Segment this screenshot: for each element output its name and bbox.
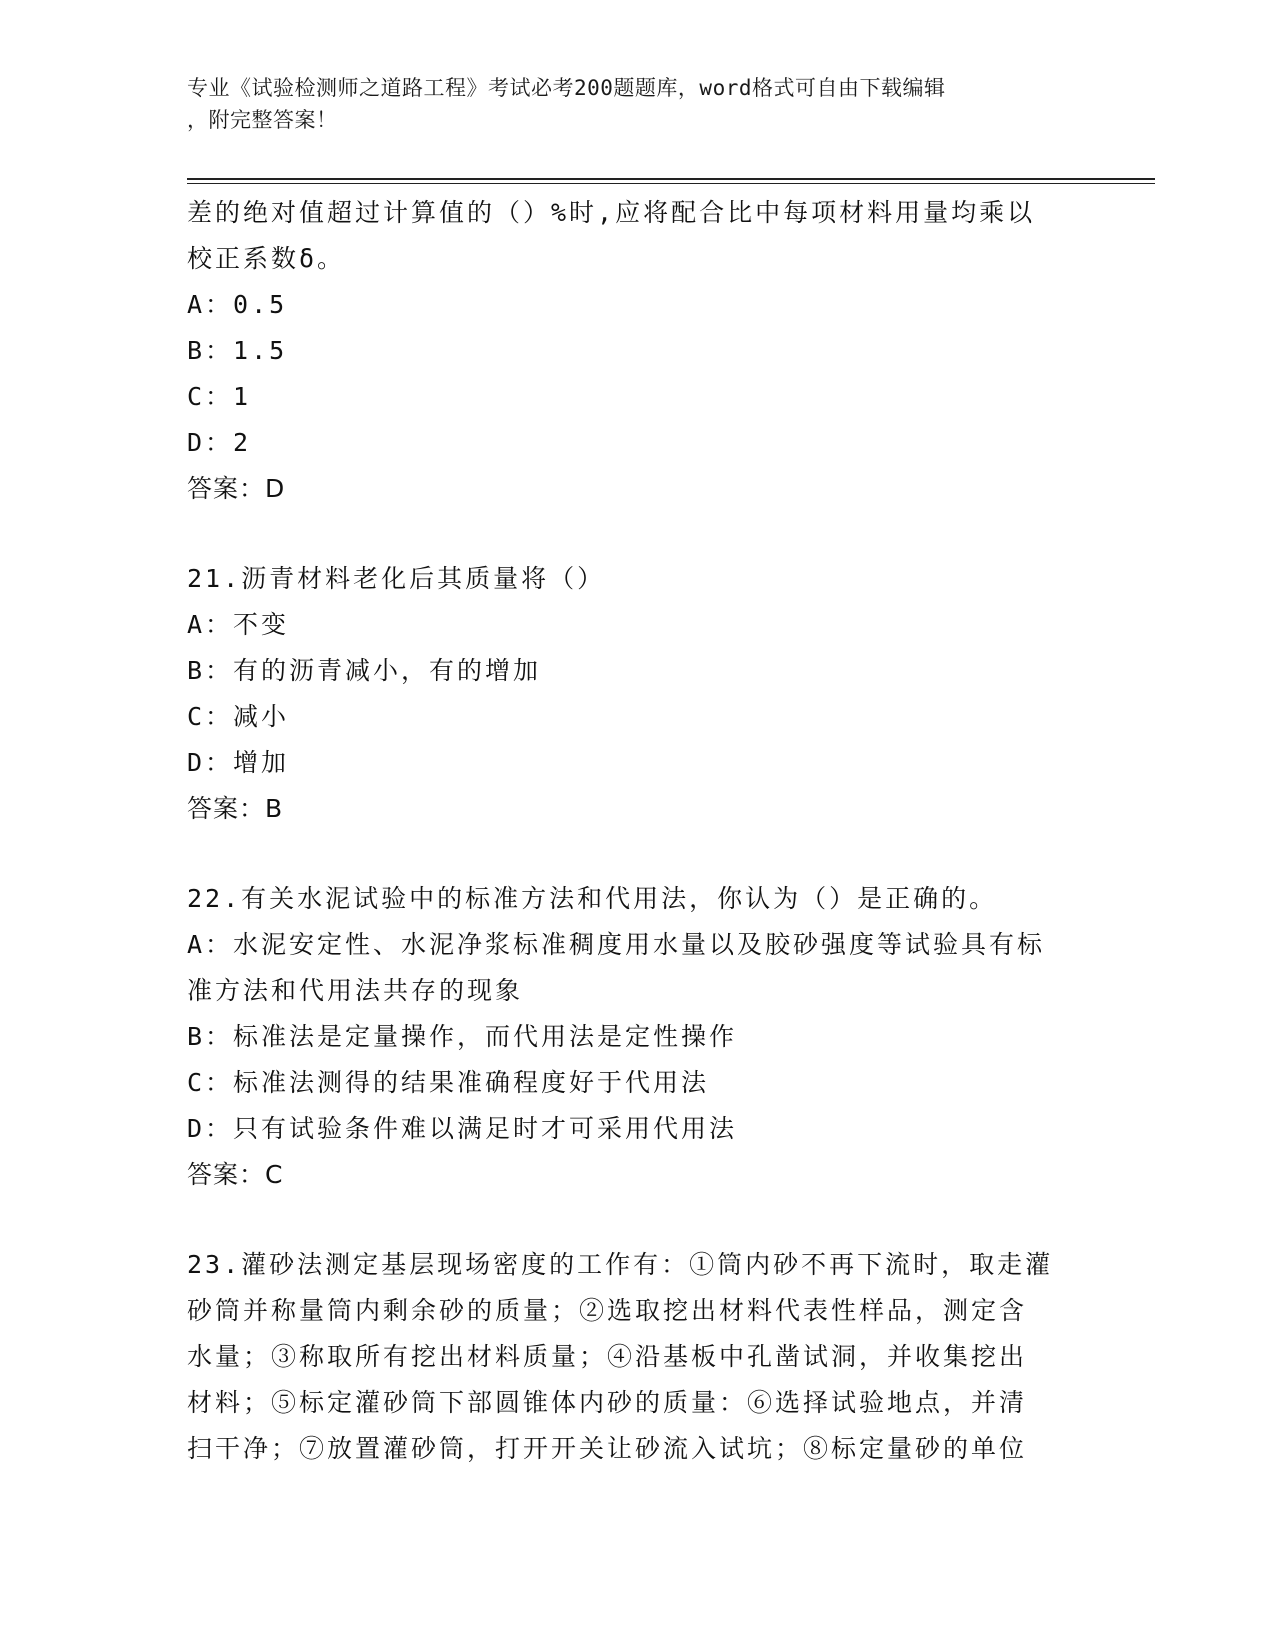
header-title-line2: ，附完整答案！: [187, 108, 338, 132]
spacer: [187, 832, 1087, 876]
question-stem: 扫干净；⑦放置灌砂筒，打开开关让砂流入试坑；⑧标定量砂的单位: [187, 1434, 1028, 1463]
question-stem: 水量；③称取所有挖出材料质量；④沿基板中孔凿试洞，并收集挖出: [187, 1342, 1028, 1371]
question-20: [187, 190, 1087, 512]
option-c: C：1: [187, 382, 252, 411]
question-stem: 23.灌砂法测定基层现场密度的工作有：①筒内砂不再下流时，取走灌: [187, 1250, 1054, 1279]
header-title-line1: 专业《试验检测师之道路工程》考试必考200题题库，word格式可自由下载编辑: [187, 76, 946, 100]
option-c: C：标准法测得的结果准确程度好于代用法: [187, 1068, 710, 1097]
question-21: [187, 556, 1087, 832]
option-a-continued: 准方法和代用法共存的现象: [187, 976, 524, 1005]
question-23: [187, 1242, 1087, 1472]
option-d: D：只有试验条件难以满足时才可采用代用法: [187, 1114, 738, 1143]
option-b: B：1.5: [187, 336, 288, 365]
spacer: [187, 1198, 1087, 1242]
question-stem: 差的绝对值超过计算值的（）%时,应将配合比中每项材料用量均乘以: [187, 198, 1036, 227]
question-content: [187, 190, 1087, 1472]
option-a: A：水泥安定性、水泥净浆标准稠度用水量以及胶砂强度等试验具有标: [187, 930, 1046, 959]
option-b: B：有的沥青减小，有的增加: [187, 656, 542, 685]
header-divider-thin: [187, 183, 1155, 184]
answer-label: 答案：D: [187, 474, 286, 503]
answer-label: 答案：B: [187, 794, 284, 823]
option-d: D：增加: [187, 748, 290, 777]
option-b: B：标准法是定量操作，而代用法是定性操作: [187, 1022, 738, 1051]
document-header: [187, 72, 1067, 136]
option-d: D：2: [187, 428, 252, 457]
answer-label: 答案：C: [187, 1160, 284, 1189]
option-a: A：0.5: [187, 290, 288, 319]
question-stem: 材料；⑤标定灌砂筒下部圆锥体内砂的质量：⑥选择试验地点，并清: [187, 1388, 1028, 1417]
question-22: [187, 876, 1087, 1198]
question-stem: 砂筒并称量筒内剩余砂的质量；②选取挖出材料代表性样品，测定含: [187, 1296, 1028, 1325]
question-stem: 22.有关水泥试验中的标准方法和代用法，你认为（）是正确的。: [187, 884, 998, 913]
header-divider-thick: [187, 178, 1155, 180]
question-stem: 21.沥青材料老化后其质量将（）: [187, 564, 606, 593]
option-c: C：减小: [187, 702, 290, 731]
question-stem: 校正系数δ。: [187, 244, 346, 273]
spacer: [187, 512, 1087, 556]
option-a: A：不变: [187, 610, 290, 639]
